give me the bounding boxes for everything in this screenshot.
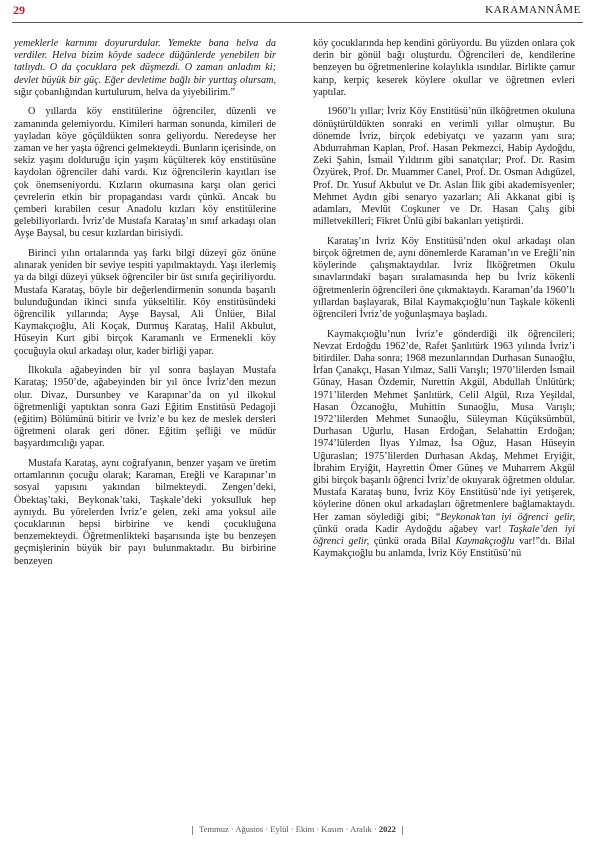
quote-text: Kaymakçıoğlu [455,536,515,548]
quote-text: yemeklerle karnımı doyururdular. Yemekte bana helva da verdiler. Helva bizim köyde sadece düğünlerde yenebilen bir tatlıydı. O da çocuklara pek düşmezdi. O zaman anladım ki; devlet büyük bir güç. Eğer devletime bağlı bir yurttaş olursam, [14,38,276,86]
footer-year: 2022 [378,824,396,834]
paragraph: Mustafa Karataş, aynı coğrafyanın, benzer yaşam ve üretim ortamlarının çocuğu olarak; Karaman, Ereğli ve Karapınar’ın sosyal yapısını yakından bilmekteydi. Zengen’deki, Öbektaş’taki, Beykonak’taki, Taşkale’deki yoksulluk hep aynıydı. Bu yörelerden İvriz’e gelen, zeki ama yoksul aile çocuklarının hepsi birbirine ve kendi çocukluğuna benzemekteydi. Öğretmenlikteki başarısında işte bu benzeşen geçmişlerinin büyük bir payı bulunmaktadır. Bu birbirine benzeyen [14,458,276,567]
paragraph-text: sığır çobanlığından kurtulurum, helva da yiyebilirim.” [14,86,235,98]
paragraph: Birinci yılın ortalarında yaş farkı bilgi düzeyi göz önüne alınarak yeniden bir seviye tespiti yapılmaktaydı. Yaşı ilerlemiş ya da bilgi düzeyi yüksek öğrenciler bir üst sınıfa geçiriliyordu. Mustafa Karataş, böyle bir değerlendirmenin sonunda başarılı bulunduğundan ikinci sınıfa yükseltilir. Köy enstitüsündeki öğrencilik yıllarında; Ayşe Baysal, Ali Ünlüer, Bilal Kaymakçıoğlu, Ali Koçak, Durmuş Karataş, Halil Akbulut, Hüseyin Kurt gibi birçok Karamanlı ve Ermenekli köy çocuğuyla okul arkadaşı olur, kader birliği yapar. [14,248,276,357]
right-column [313,38,575,568]
page-footer: Temmuz · Ağustos · Eylül · Ekim · Kasım · Aralık · 2022 [0,824,595,835]
page-number: 29 [13,3,25,17]
left-column [14,38,276,575]
paragraph-text: çünkü orada Bilal [369,536,456,548]
footer-divider [402,826,403,835]
paragraph: İlkokula ağabeyinden bir yıl sonra başlayan Mustafa Karataş; 1950’de, ağabeyinden bir yıl önce İvriz’den mezun olur. Divaz, Dursunbey ve Karapınar’da on yıl ilkokul öğretmenliği yaptıktan sonra Gazi Eğitim Enstitüsü Pedagoji (eğitim) Bölümünü bitirir ve İvriz’e bu kez de meslek dersleri öğretmeni olarak geri döner. Eğitim şefliği ve müdür başyardımcılığı yapar. [14,365,276,450]
footer-months: Temmuz · Ağustos · Eylül · Ekim · Kasım · Aralık [199,824,372,834]
paragraph: 1960’lı yıllar; İvriz Köy Enstitüsü’nün ilköğretmen okuluna dönüştürüldükten sonraki en verimli yıllar olmuştur. Bu dönemde İvriz, birçok edebiyatçı ve yazarın yanı sıra; Abdurrahman Kaplan, Prof. Hasan Pekmezci, Habip Aydoğdu, Zeki Şahin, İsmail Yıldırım gibi sanatçılar; Prof. Dr. Rasim Özyürek, Prof. Dr. Muammer Canel, Prof. Dr. Osman Adıgüzel, Prof. Dr. Yusuf Akbulut ve Dr. Aslan İlik gibi akademisyenler; Mehmet Aydın gibi senaryo yazarları; Ali Akkanat gibi iş adamları, Mevlüt Coşkuner ve Dr. Hasan Çalış gibi milletvekilleri; Fikret Ünlü gibi bakanları yetiştirdi. [313,106,575,228]
paragraph-text: var!”dı. Bilal Kaymakçıoğlu bu anlamda, İvriz Köy Enstitüsü’nü [313,536,576,560]
paragraph: O yıllarda köy enstitülerine öğrenciler, düzenli ve zamanında gelemiyordu. Kimileri harman sonunda, kimileri de yayladan köye göçüldükten sonra geliyordu. Neredeyse her zaman ve her yaşta öğrenci gelmekteydi. Bunların içerisinde, on sekiz yaşını dolduruğu için yaşını küçülterek köy enstitüsüne kaydolan öğrenciler dahi vardı. Kız öğrencilerin kayıtları ise çok önemseniyordu. Kızların okumasına karşı olan gerici çevrelerin etkin bir propagandası vardı çünkü. Ancak bu çemberi kırabilen cesur Anadolu kızları köy enstitülerine gelebiliyorlardı. İvriz’de Mustafa Karataş’ın sınıf arkadaşı olan Ayşe Baysal, bu cesur kızlardan birisiydi. [14,106,276,240]
paragraph: köy çocuklarında hep kendini görüyordu. Bu yüzden onlara çok derin bir gönül bağı oluşturdu. Öğrencileri de, kendilerine benzeyen bu öğretmenlerine kolaylıkla ısındılar. Birlikte çamur karıp, kerpiç keserek köylere okullar ve öğretmen evleri yaptılar. [313,38,575,98]
page-header [0,0,595,30]
footer-divider [192,826,193,835]
paragraph-text: çünkü orada Kadir Aydoğdu ağabey var! [313,523,509,535]
paragraph [313,329,575,561]
paragraph: Karataş’ın İvriz Köy Enstitüsü’nden okul arkadaşı olan birçok öğretmen de, aynı dönemlerde Karaman’ın ve Ereğli’nin köylerinde çalışmaktaydılar. İvriz İlköğretmen Okulu sınavlarındaki başarı sıralamasında hep bu İvriz kökenli öğretmenlerin öğrencileri öne çıkmaktaydı. Karaman’da 1960’lı yıllardan başlayarak, Bilal Kaymakçıoğlu’nun Taşkale kökenli öğrencileri İvriz’de yoğunlaşmaya başladı. [313,235,575,321]
quote-text: Taşkale’den iyi öğrenci gelir, [313,523,575,548]
paragraph-text: Kaymakçıoğlu’nun İvriz’e gönderdiği ilk öğrencileri; Nevzat Erdoğdu 1962’de, Rafet Şanlıtürk 1963 yılında İvriz’i bitirdiler. Daha sonra; 1968 mezunlarından Durhasan Sunaoğlu, İrfan Çanakçı, Hasan Yılmaz, Salli Varışlı; 1970’lilerden İsmail Günay, Hasan Özdemir, Nurettin Akgül, Abdullah Ünlütürk; 1971’lilerden Mehmet Şanlıtürk, Celil Algül, Rıza Yeşildal, Hasan Özcanoğlu, Muhittin Sunaoğlu, Musa Varışlı; 1972’lilerden Mehmet Sunaoğlu, Süleyman Küçüksümbül, Durhasan Uğurlu, Hasan Erdoğan, Selahattin Erdoğan; 1974’lülerden İlyas Yılmaz, İsa Oğuz, Hasan Hüseyin Uğuraslan; 1975’lilerden Durhasan Akdaş, Mehmet Eryiğit, İbrahim Eryiğit, Hayrettin Ömer Güneş ve Muharrem Akgül gibi birçok başarılı öğrenci İvriz’de okuyarak öğretmen oldular. Mustafa Karataş bunu, İvriz Köy Enstitüsü’nde iyi yetişerek, köylerine dönen okul arkadaşları öğretmenlere bağlamaktaydı. Her zaman söylediği gibi; [313,328,575,523]
quote-text: “Beykonak’tan iyi öğrenci gelir, [434,511,576,523]
header-rule [12,22,583,23]
paragraph [14,38,276,99]
journal-title: KARAMANNÂME [485,4,581,16]
